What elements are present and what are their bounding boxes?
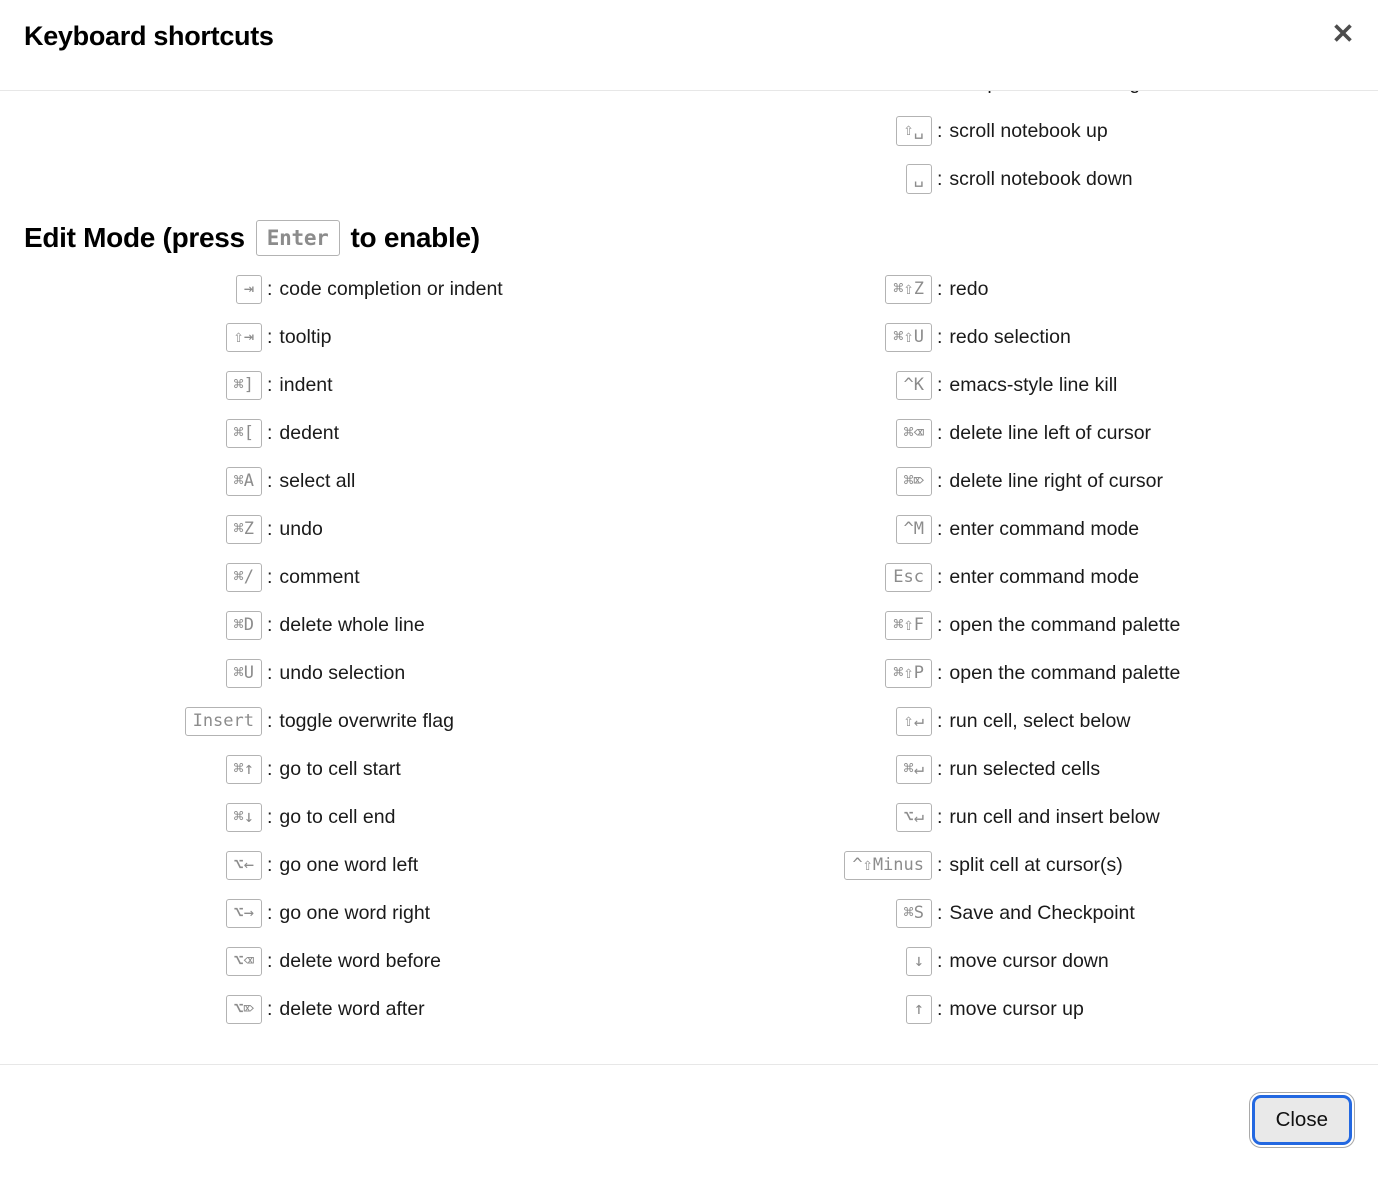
shortcut-description: : undo selection [267,661,406,684]
section-heading-prefix: Edit Mode (press [24,222,245,254]
shortcut-row [689,553,1378,601]
key-combo: ⌘↓ [226,803,262,832]
shortcut-description: : open the command palette [937,661,1181,684]
shortcut-description: : enter command mode [937,517,1140,540]
key-cell [689,947,932,976]
key-combo: ⇥ [236,275,262,304]
key-combo: ⌥↵ [896,803,932,832]
shortcut-row [0,361,689,409]
key-cell [0,851,262,880]
shortcut-row [0,601,689,649]
shortcut-description: : scroll notebook down [937,167,1133,190]
shortcut-row [0,985,689,1033]
shortcut-description: : Save and Checkpoint [937,901,1135,924]
shortcut-row [689,155,1378,203]
shortcut-description: : scroll notebook up [937,119,1108,142]
key-cell [689,515,932,544]
key-combo: ⇧⇥ [226,323,262,352]
shortcut-row [689,361,1378,409]
key-cell [0,467,262,496]
key-combo: ⌘⇧P [885,659,932,688]
shortcut-row [689,793,1378,841]
key-combo: ⌘[ [226,419,262,448]
shortcut-description: : move cursor up [937,997,1084,1020]
key-cell [0,947,262,976]
key-combo: ⌥⌦ [226,995,262,1024]
shortcut-description: : dedent [267,421,340,444]
shortcut-description: : delete whole line [267,613,425,636]
key-cell [689,611,932,640]
section-heading-edit-mode [24,220,1378,256]
shortcut-row [0,313,689,361]
key-combo: ⌘↑ [226,755,262,784]
shortcut-description: : run cell, select below [937,709,1131,732]
shortcut-description: : redo selection [937,325,1071,348]
section-heading-suffix: to enable) [350,222,480,254]
shortcut-row [689,649,1378,697]
key-combo: ^M [896,515,932,544]
shortcut-row [0,889,689,937]
key-combo: Esc [885,563,932,592]
key-combo: ⌘U [226,659,262,688]
shortcut-description: : comment [267,565,360,588]
key-combo: ␣ [906,164,932,193]
shortcut-description: : delete word after [267,997,425,1020]
key-cell [0,611,262,640]
key-combo: ^⇧Minus [844,851,932,880]
shortcut-description: : delete line left of cursor [937,421,1152,444]
key-combo: ⌘] [226,371,262,400]
key-cell [689,371,932,400]
key-combo: ↓ [906,947,932,976]
key-cell [0,563,262,592]
shortcut-description: : indent [267,373,333,396]
key-combo: ^K [896,371,932,400]
shortcut-row [689,985,1378,1033]
shortcut-description: : go one word right [267,901,431,924]
shortcut-row [689,457,1378,505]
edit-mode-shortcut-grid [0,265,1378,1033]
shortcut-description: : split cell at cursor(s) [937,853,1123,876]
shortcut-row [0,409,689,457]
key-cell [0,659,262,688]
shortcut-row [689,107,1378,155]
key-cell [689,467,932,496]
shortcut-row [0,505,689,553]
key-combo: ⇧␣ [896,116,932,145]
key-cell [689,659,932,688]
key-cell [689,899,932,928]
key-combo: ⌘A [226,467,262,496]
enter-key: Enter [256,220,340,256]
key-cell [689,707,932,736]
key-cell [0,803,262,832]
shortcut-description: : code completion or indent [267,277,503,300]
key-combo: ⌘S [896,899,932,928]
key-combo: ⌥→ [226,899,262,928]
shortcut-row [689,841,1378,889]
dialog-header [0,0,1378,91]
shortcut-description: : go one word left [267,853,419,876]
shortcut-description: : run cell and insert below [937,805,1160,828]
shortcut-row [0,793,689,841]
shortcut-row [689,409,1378,457]
shortcut-description: : select all [267,469,356,492]
shortcut-description: : emacs-style line kill [937,373,1118,396]
shortcut-description: : toggle overwrite flag [267,709,454,732]
key-cell [0,371,262,400]
shortcut-row [0,265,689,313]
key-cell [0,755,262,784]
key-combo: ⌘Z [226,515,262,544]
key-combo: ⌥← [226,851,262,880]
shortcut-description: : delete line right of cursor [937,469,1163,492]
key-cell [689,275,932,304]
key-cell [0,707,262,736]
key-cell [689,323,932,352]
key-cell [0,899,262,928]
close-dialog-button[interactable] [1332,22,1354,44]
key-combo: ⌥⌫ [226,947,262,976]
key-combo: ⌘D [226,611,262,640]
key-cell [689,851,932,880]
key-cell [689,995,932,1024]
close-button-label: Close [1275,1108,1328,1132]
key-cell [689,164,932,193]
key-cell [0,515,262,544]
shortcut-row [689,265,1378,313]
key-combo: ⌘↵ [896,755,932,784]
key-cell [689,755,932,784]
key-cell [689,803,932,832]
shortcut-row [0,553,689,601]
key-combo: ⌘⇧Z [885,275,932,304]
shortcut-row [689,313,1378,361]
shortcut-row [0,457,689,505]
shortcut-row [0,649,689,697]
shortcut-description: : delete word before [267,949,441,972]
key-cell [689,563,932,592]
dialog-title: Keyboard shortcuts [24,21,274,51]
key-combo: ⌘⌦ [896,467,932,496]
shortcut-row [689,889,1378,937]
dialog-footer [0,1064,1378,1170]
key-cell [0,323,262,352]
shortcut-row [0,697,689,745]
key-combo: ⇧↵ [896,707,932,736]
shortcut-description: : go to cell end [267,805,396,828]
shortcut-row [0,745,689,793]
shortcut-description: : move cursor down [937,949,1109,972]
shortcut-description: : run selected cells [937,757,1101,780]
shortcut-row [689,937,1378,985]
key-combo: ↑ [906,995,932,1024]
shortcut-row [0,937,689,985]
shortcut-description: : enter command mode [937,565,1140,588]
shortcut-description: : open the command palette [937,613,1181,636]
shortcuts-right-column [689,265,1378,1033]
shortcut-description: : undo [267,517,323,540]
key-cell [689,116,932,145]
shortcut-row [689,745,1378,793]
key-cell [0,419,262,448]
shortcut-row [0,841,689,889]
key-cell [0,275,262,304]
shortcut-row [689,697,1378,745]
key-combo: ⌘⇧F [885,611,932,640]
key-combo: Insert [185,707,262,736]
shortcut-description: : tooltip [267,325,332,348]
shortcut-description: : redo [937,277,989,300]
key-combo: ⌘⇧U [885,323,932,352]
key-combo: ⌘/ [226,563,262,592]
key-cell [0,995,262,1024]
shortcut-description: : go to cell start [267,757,401,780]
close-button[interactable] [1252,1095,1352,1145]
shortcut-row [689,601,1378,649]
close-icon [1332,22,1354,44]
key-combo: ⌘⌫ [896,419,932,448]
key-cell [689,419,932,448]
shortcut-row [689,505,1378,553]
shortcuts-left-column [0,265,689,1033]
